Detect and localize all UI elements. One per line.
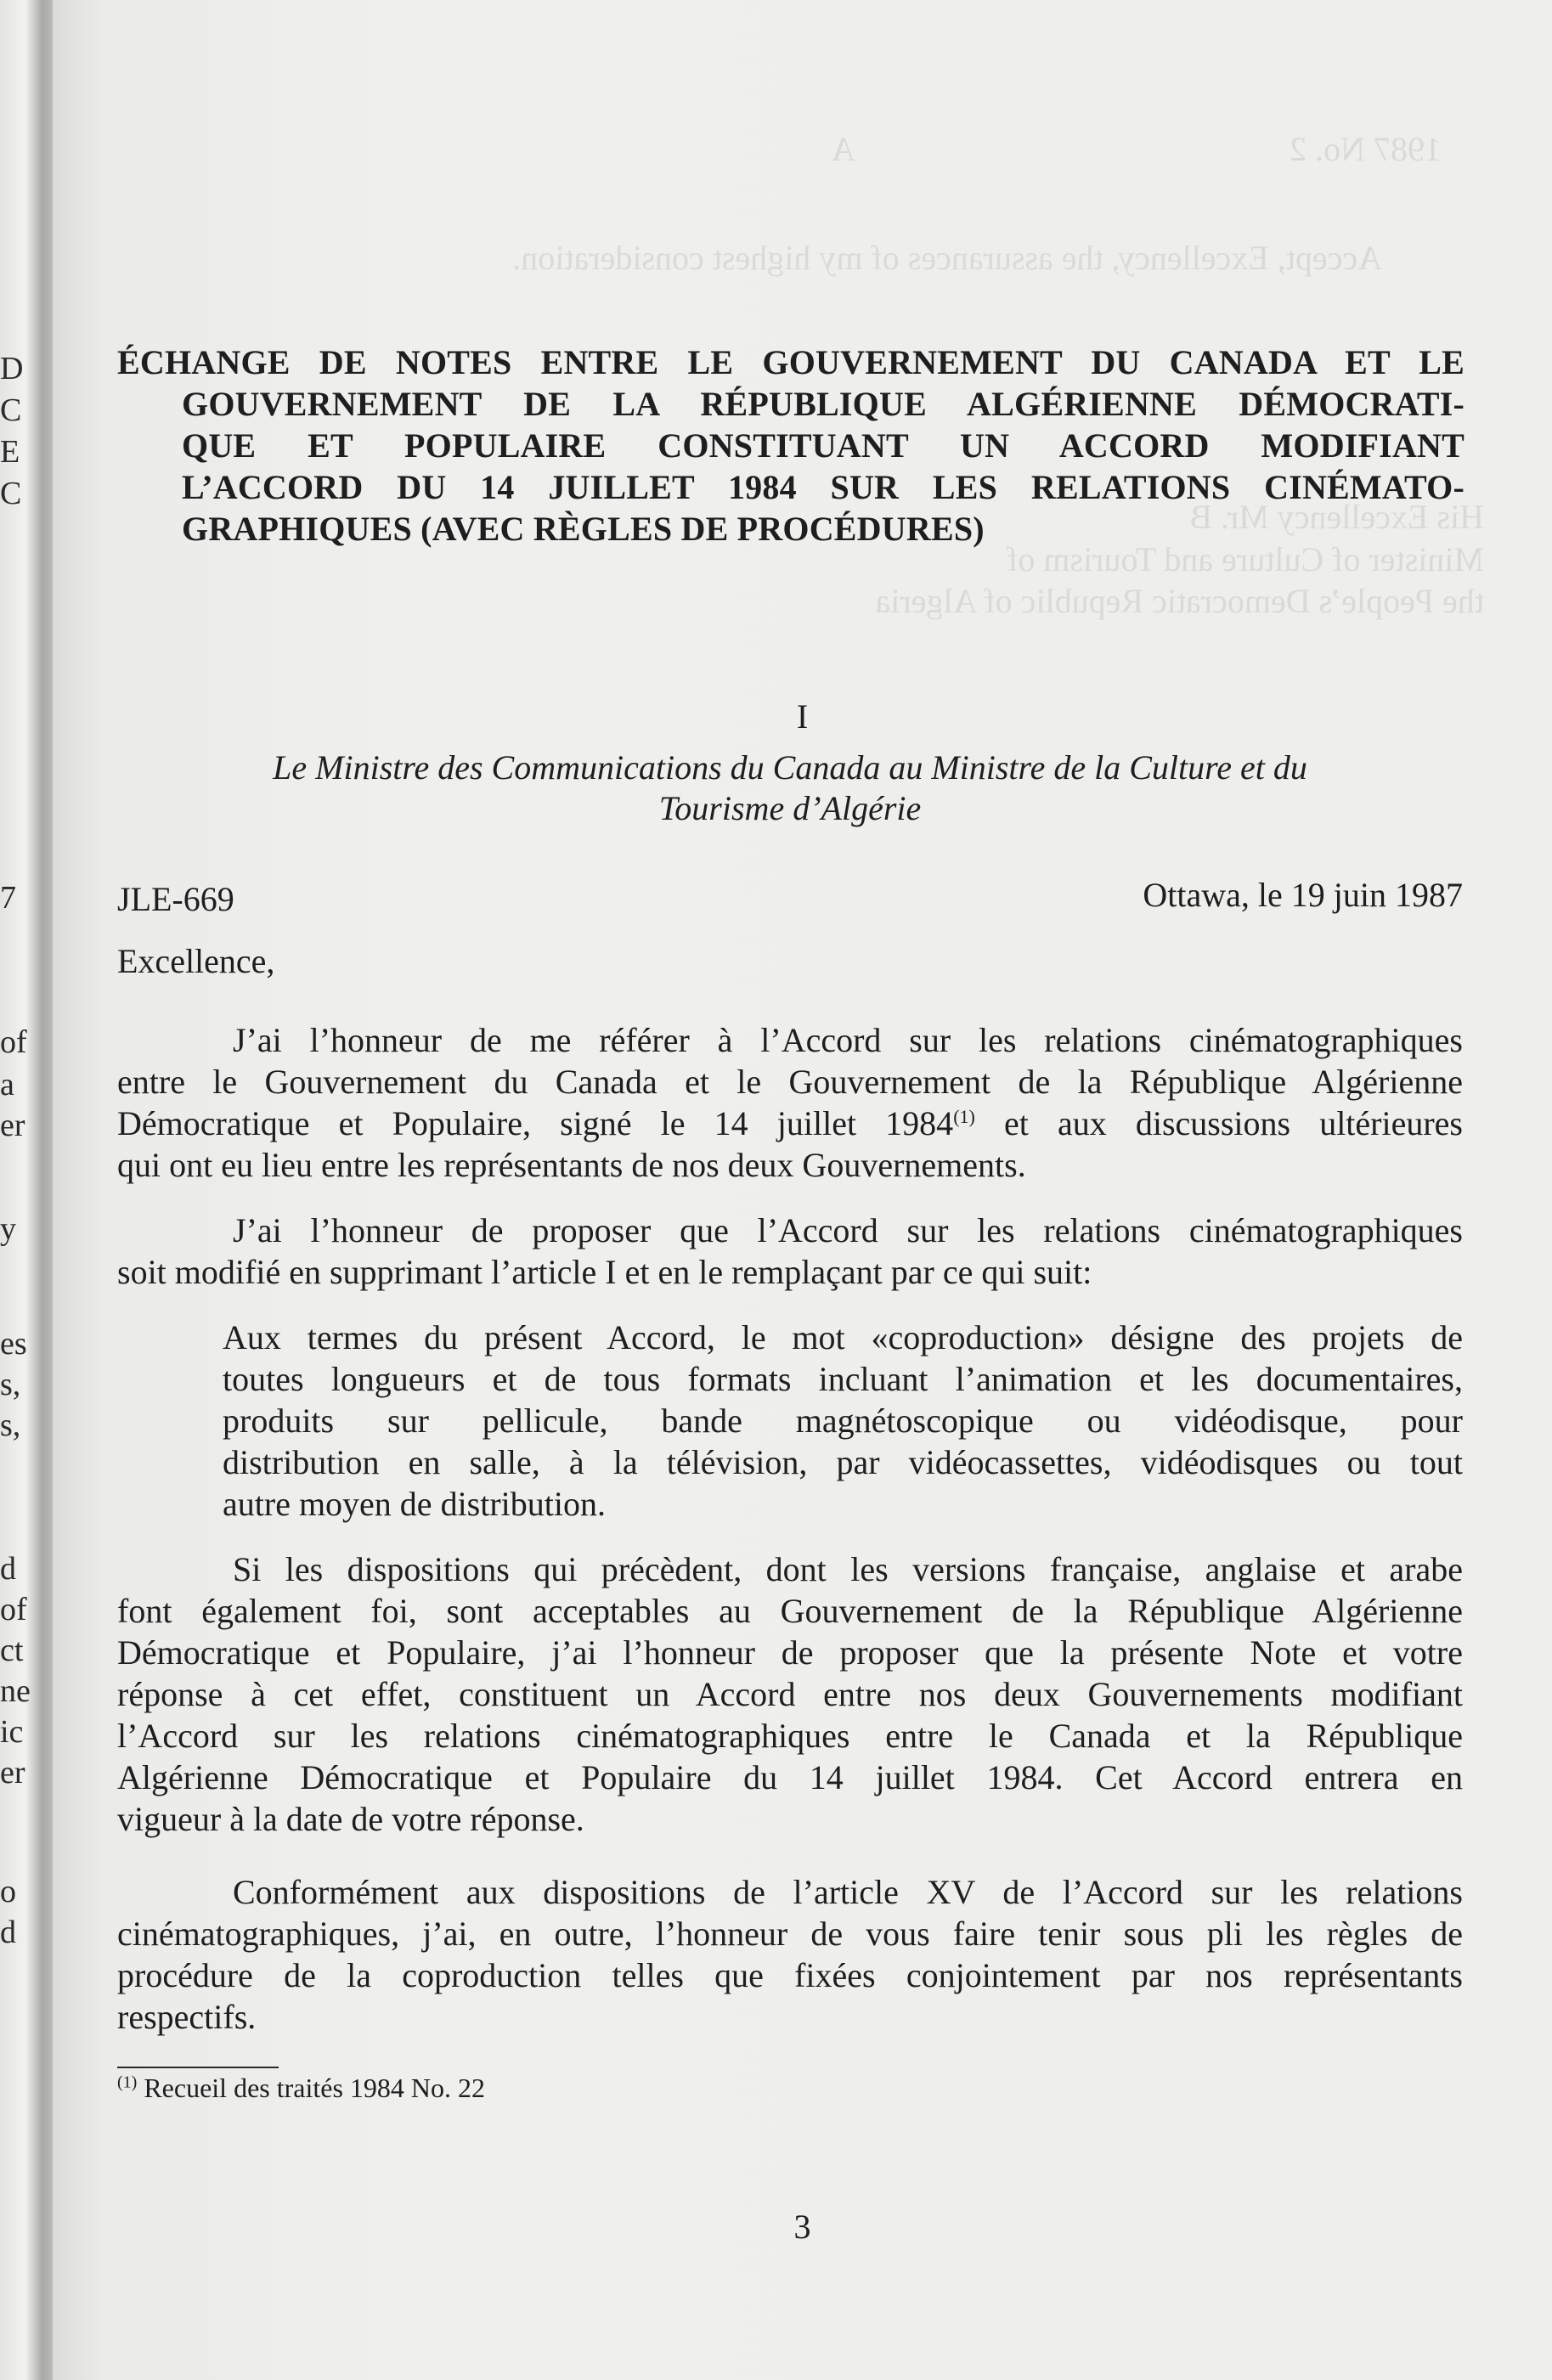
paragraph-line: Algérienne Démocratique et Populaire du 14 juillet 1984. Cet Accord entrera en xyxy=(117,1758,1463,1796)
title-line: GRAPHIQUES (AVEC RÈGLES DE PROCÉDURES) xyxy=(182,510,985,548)
document-title xyxy=(117,341,1465,550)
bleed-line: Accept, Excellency, the assurances of my highest consideration. xyxy=(512,239,1382,277)
title-line: ÉCHANGE DE NOTES ENTRE LE GOUVERNEMENT DU CANADA ET LE xyxy=(117,343,1465,381)
footnote-divider xyxy=(117,2067,279,2068)
paragraph-line: Démocratique et Populaire, signé le 14 juillet 1984$^{(1)}$ et aux discussions ultérieures xyxy=(117,1104,1463,1142)
section-number: I xyxy=(796,697,809,736)
left-fragment: d xyxy=(0,1915,16,1950)
quote-line: Aux termes du présent Accord, le mot «coproduction» désigne des projets de xyxy=(223,1318,1463,1356)
paragraph-line: J’ai l’honneur de me référer à l’Accord sur les relations cinématographiques xyxy=(233,1021,1463,1059)
bleed-line: the People’s Democratic Republic of Algeria xyxy=(875,582,1484,620)
adjacent-page-edge xyxy=(0,0,39,2380)
bleed-line: A xyxy=(831,130,855,168)
footnote-reference: (1) xyxy=(953,1106,975,1127)
quote-line: autre moyen de distribution. xyxy=(223,1485,607,1523)
left-fragment: ct xyxy=(0,1633,24,1668)
quoted-article xyxy=(223,1317,1463,1525)
paragraph-line: cinématographiques, j’ai, en outre, l’honneur de vous faire tenir sous pli les règles de xyxy=(117,1915,1463,1953)
salutation: Excellence, xyxy=(117,942,275,980)
page-number: 3 xyxy=(793,2208,811,2246)
paragraph-line: Conformément aux dispositions de l’article XV de l’Accord sur les relations xyxy=(233,1873,1463,1911)
bleed-line: 1987 No. 2 xyxy=(1290,130,1442,168)
footnote-marker: (1) xyxy=(117,2073,138,2092)
left-fragment: es xyxy=(0,1326,27,1362)
paragraph-3 xyxy=(117,1548,1463,1840)
left-fragment: s, xyxy=(0,1407,21,1443)
paragraph-line: respectifs. xyxy=(117,1998,257,2036)
paragraph-4 xyxy=(117,1871,1463,2038)
paragraph-line: vigueur à la date de votre réponse. xyxy=(117,1800,584,1838)
paragraph-line: J’ai l’honneur de proposer que l’Accord sur les relations cinématographiques xyxy=(233,1211,1463,1249)
paragraph-line: Démocratique et Populaire, j’ai l’honneur de proposer que la présente Note et votre xyxy=(117,1633,1463,1672)
left-fragment: d xyxy=(0,1551,16,1587)
left-fragment: of xyxy=(0,1024,27,1060)
quote-line: produits sur pellicule, bande magnétoscopique ou vidéodisque, pour xyxy=(223,1401,1463,1440)
dateline: Ottawa, le 19 juin 1987 xyxy=(1143,876,1463,914)
left-fragment: C xyxy=(0,476,22,511)
document-page xyxy=(53,0,1552,2380)
quote-line: distribution en salle, à la télévision, par vidéocassettes, vidéodisques ou tout xyxy=(223,1443,1463,1481)
left-fragment: ne xyxy=(0,1673,31,1709)
reference-number: JLE-669 xyxy=(117,880,234,918)
paragraph-2 xyxy=(117,1210,1463,1293)
left-fragment: a xyxy=(0,1067,14,1103)
bleed-line: Minister of Culture and Tourism of xyxy=(1007,540,1484,578)
left-fragment: y xyxy=(0,1211,16,1247)
quote-line: toutes longueurs et de tous formats incluant l’animation et les documentaires, xyxy=(223,1360,1463,1398)
paragraph-line: qui ont eu lieu entre les représentants de nos deux Gouvernements. xyxy=(117,1146,1026,1184)
title-line: GOUVERNEMENT DE LA RÉPUBLIQUE ALGÉRIENNE DÉMOCRATI- xyxy=(182,385,1465,423)
left-fragment: er xyxy=(0,1108,25,1143)
paragraph-line: procédure de la coproduction telles que fixées conjointement par nos représentants xyxy=(117,1956,1463,1994)
left-fragment: C xyxy=(0,392,22,428)
addressee-line: Tourisme d’Algérie xyxy=(658,789,922,827)
left-fragment: E xyxy=(0,434,20,470)
addressee xyxy=(144,747,1436,829)
left-fragment: of xyxy=(0,1592,27,1627)
paragraph-line: font également foi, sont acceptables au Gouvernement de la République Algérienne xyxy=(117,1592,1463,1630)
paragraph-line: soit modifié en supprimant l’article I et en le remplaçant par ce qui suit: xyxy=(117,1253,1092,1291)
left-fragment: o xyxy=(0,1874,16,1909)
title-line: QUE ET POPULAIRE CONSTITUANT UN ACCORD MODIFIANT xyxy=(182,426,1465,465)
left-fragment: 7 xyxy=(0,880,16,916)
left-fragment: ic xyxy=(0,1714,24,1750)
paragraph-line: réponse à cet effet, constituent un Accord entre nos deux Gouvernements modifiant xyxy=(117,1675,1463,1713)
paragraph-line: Si les dispositions qui précèdent, dont les versions française, anglaise et arabe xyxy=(233,1550,1463,1588)
bleed-line: His Excellency Mr. B xyxy=(1189,498,1484,536)
footnote-text: Recueil des traités 1984 No. 22 xyxy=(144,2073,486,2103)
title-line: L’ACCORD DU 14 JUILLET 1984 SUR LES RELATIONS CINÉMATO- xyxy=(182,468,1465,506)
footnote xyxy=(117,2073,485,2104)
paragraph-line: entre le Gouvernement du Canada et le Gouvernement de la République Algérienne xyxy=(117,1063,1463,1101)
left-fragment: D xyxy=(0,351,24,386)
left-fragment: er xyxy=(0,1755,25,1791)
paragraph-line: l’Accord sur les relations cinématographiques entre le Canada et la République xyxy=(117,1717,1463,1755)
addressee-line: Le Ministre des Communications du Canada au Ministre de la Culture et du xyxy=(273,748,1307,787)
left-fragment: s, xyxy=(0,1367,21,1402)
paragraph-1 xyxy=(117,1019,1463,1186)
